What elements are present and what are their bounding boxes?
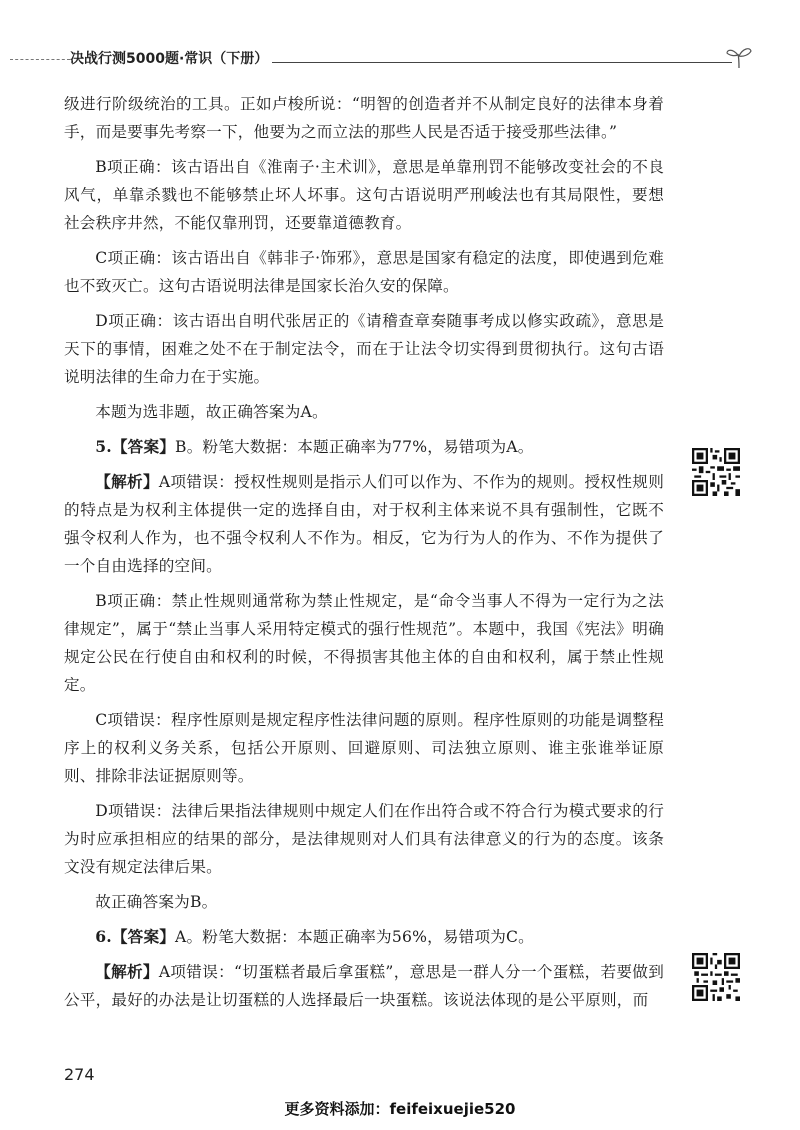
qr-code-icon[interactable] <box>692 953 740 1001</box>
paragraph: 级进行阶级统治的工具。正如卢梭所说：“明智的创造者并不从制定良好的法律本身着手，而是要事先考察一下，他要为之而立法的那些人民是否适于接受那些法律。” <box>64 95 664 141</box>
analysis-6: 【解析】A项错误：“切蛋糕者最后拿蛋糕”，意思是一群人分一个蛋糕，若要做到公平，最好的办法是让切蛋糕的人选择最后一块蛋糕。该说法体现的是公平原则，而 <box>64 962 664 1009</box>
paragraph: D项正确：该古语出自明代张居正的《请稽查章奏随事考成以修实政疏》，意思是天下的事情，困难之处不在于制定法令，而在于让法令切实得到贯彻执行。这句古语说明法律的生命力在于实施。 <box>64 312 664 386</box>
paragraph: 故正确答案为B。 <box>95 893 218 911</box>
paragraph: B项正确：禁止性规则通常称为禁止性规定，是“命令当事人不得为一定行为之法律规定”，属于“禁止当事人采用特定模式的强行性规范”。本题中，我国《宪法》明确规定公民在行使自由和权利的时候，不得损害其他主体的自由和权利，属于禁止性规定。 <box>64 592 664 694</box>
paragraph: C项正确：该古语出自《韩非子·饰邪》，意思是国家有稳定的法度，即使遇到危难也不致灭亡。这句古语说明法律是国家长治久安的保障。 <box>64 249 664 295</box>
answer-line-6: 6.【答案】A。粉笔大数据：本题正确率为56%，易错项为C。 <box>95 927 534 946</box>
page-number: 274 <box>64 1065 95 1084</box>
paragraph: D项错误：法律后果指法律规则中规定人们在作出符合或不符合行为模式要求的行为时应承担相应的结果的部分，是法律规则对人们具有法律意义的行为的态度。该条文没有规定法律后果。 <box>64 802 664 876</box>
analysis-tag: 【解析】 <box>95 962 159 981</box>
paragraph: C项错误：程序性原则是规定程序性法律问题的原则。程序性原则的功能是调整程序上的权利义务关系，包括公开原则、回避原则、司法独立原则、谁主张谁举证原则、排除非法证据原则等。 <box>64 711 664 785</box>
paragraph: 本题为选非题，故正确答案为A。 <box>95 403 328 421</box>
page-body <box>64 90 664 1021</box>
qr-code-icon[interactable] <box>692 448 740 496</box>
answer-line-5: 5.【答案】B。粉笔大数据：本题正确率为77%，易错项为A。 <box>95 437 534 456</box>
sprout-icon <box>724 44 754 70</box>
answer-tag: 5.【答案】 <box>95 437 176 456</box>
header-rule <box>272 62 732 63</box>
analysis-tag: 【解析】 <box>95 472 159 491</box>
book-title: 决战行测5000题·常识（下册） <box>70 51 269 67</box>
analysis-5: 【解析】A项错误：授权性规则是指示人们可以作为、不作为的规则。授权性规则的特点是为权利主体提供一定的选择自由，对于权利主体来说不具有强制性，它既不强令权利人作为，也不强令权利人不作为。相反，它为行为人的作为、不作为提供了一个自由选择的空间。 <box>64 472 664 575</box>
footer-watermark-note: 更多资料添加：feifeixuejie520 <box>284 1100 516 1118</box>
running-header <box>0 44 800 74</box>
paragraph: B项正确：该古语出自《淮南子·主术训》，意思是单靠刑罚不能够改变社会的不良风气，单靠杀戮也不能够禁止坏人坏事。这句古语说明严刑峻法也有其局限性，要想社会秩序井然，不能仅靠刑罚，还要靠道德教育。 <box>64 158 664 232</box>
header-dash-rule <box>10 59 70 60</box>
answer-tag: 6.【答案】 <box>95 927 176 946</box>
